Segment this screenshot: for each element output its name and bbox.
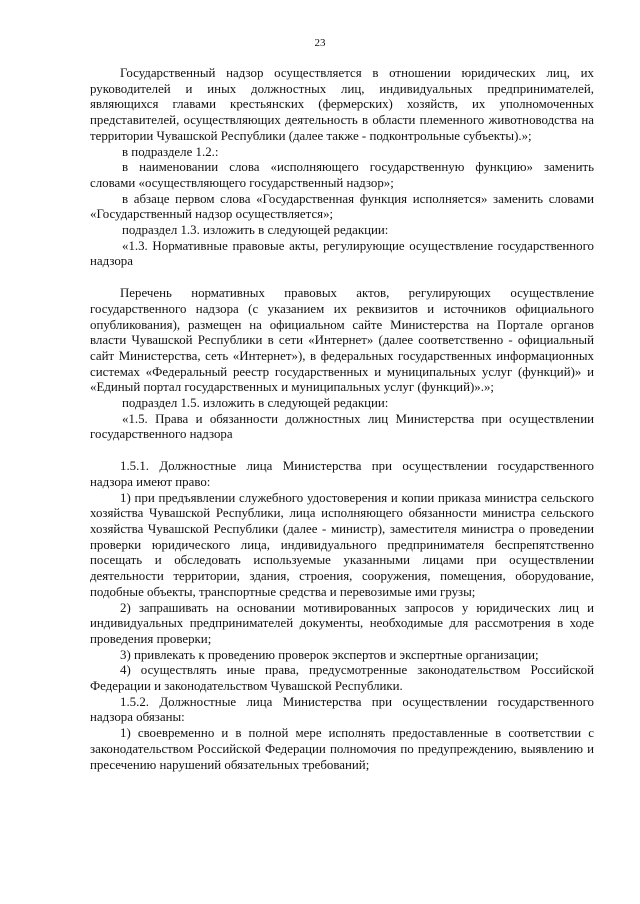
- list-item-right-2: 2) запрашивать на основании мотивированных запросов у юридических лиц и индивидуальных предпринимателей документы, необходимые для рассмотрения в ходе проведения проверки;: [90, 600, 594, 646]
- heading-1-5: «1.5. Права и обязанности должностных лиц Министерства при осуществлении государственного надзора: [90, 411, 594, 442]
- paragraph-first-para-replace: в абзаце первом слова «Государственная функция исполняется» заменить словами «Государственный надзор осуществляется»;: [90, 191, 594, 222]
- list-item-duty-1: 1) своевременно и в полной мере исполнять предоставленные в соответствии с законодательством Российской Федерации полномочия по предупреждению, выявлению и пресечению нарушений обязательных требований;: [90, 726, 594, 772]
- paragraph-title-replace: в наименовании слова «исполняющего государственную функцию» заменить словами «осуществляющего государственный надзор»;: [90, 160, 594, 190]
- page-number: 23: [314, 37, 326, 49]
- list-item-right-1: 1) при предъявлении служебного удостоверения и копии приказа министра сельского хозяйства Чувашской Республики, лица исполняющего обязанности министра сельского хозяйства Чувашской Республики (далее - министр), заместителя министра о проведении проверки юридического лица, индивидуального предпринимателя беспрепятственно посещать и обследовать используемые указанными лицами при осуществлении деятельности территории, здания, строения, сооружения, помещения, оборудование, подобные объекты, транспортные средства и перевозимые ими грузы;: [90, 490, 594, 599]
- paragraph-legal-acts-list: Перечень нормативных правовых актов, регулирующих осуществление государственного надзора (с указанием их реквизитов и источников официального опубликования), размещен на официальном сайте Министерства на Портале органов власти Чувашской Республики в сети «Интернет» (далее соответственно - официальный сайт Министерства, сеть «Интернет»), в федеральных государственных информационных системах «Федеральный реестр государственных и муниципальных услуг (функций)» и «Единый портал государственных и муниципальных услуг (функций)».»;: [90, 286, 594, 395]
- paragraph-1-5-1: 1.5.1. Должностные лица Министерства при осуществлении государственного надзора имеют право:: [90, 459, 594, 489]
- list-item-right-4: 4) осуществлять иные права, предусмотренные законодательством Российской Федерации и законодательством Чувашской Республики.: [90, 663, 594, 694]
- paragraph-subsection-1-2: в подразделе 1.2.:: [122, 144, 219, 159]
- paragraph-supervision-scope: Государственный надзор осуществляется в отношении юридических лиц, их руководителей и иных должностных лиц, индивидуальных предпринимателей, являющихся главами крестьянских (фермерских) хозяйств, их уполномоченных представителей, осуществляющих деятельность в области племенного животноводства на территории Чувашской Республики (далее также - подконтрольные субъекты).»;: [90, 66, 594, 143]
- list-item-right-3: 3) привлекать к проведению проверок экспертов и экспертные организации;: [120, 647, 539, 662]
- heading-1-3: «1.3. Нормативные правовые акты, регулирующие осуществление государственного надзора: [90, 238, 594, 269]
- paragraph-subsection-1-5: подраздел 1.5. изложить в следующей редакции:: [122, 396, 389, 411]
- paragraph-1-5-2: 1.5.2. Должностные лица Министерства при осуществлении государственного надзора обязаны:: [90, 694, 594, 725]
- spacer: [90, 443, 594, 459]
- document-body: [90, 66, 594, 773]
- spacer: [90, 270, 594, 286]
- paragraph-subsection-1-3: подраздел 1.3. изложить в следующей редакции:: [122, 223, 389, 238]
